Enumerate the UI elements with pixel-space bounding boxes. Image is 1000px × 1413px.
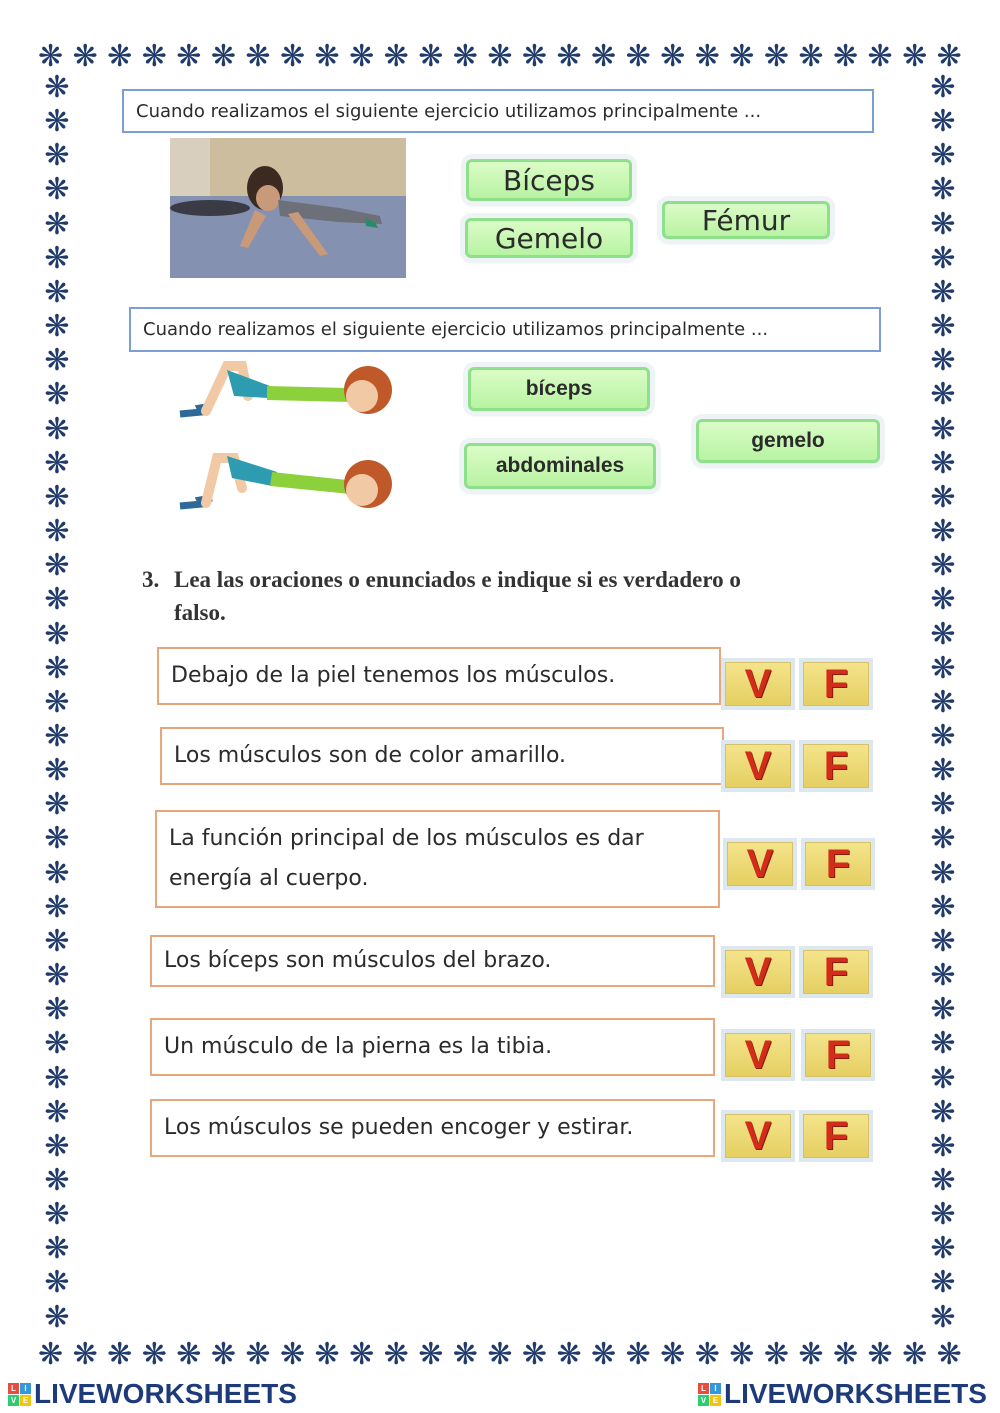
border-star-icon: ❋: [625, 1338, 651, 1372]
border-star-icon: ❋: [44, 138, 70, 174]
border-star-icon: ❋: [729, 40, 755, 74]
border-star-icon: ❋: [763, 1338, 789, 1372]
border-left: [40, 72, 74, 1334]
footer-logo-right[interactable]: [698, 1378, 987, 1410]
border-star-icon: ❋: [44, 1060, 70, 1096]
border-star-icon: ❋: [798, 1338, 824, 1372]
border-star-icon: ❋: [930, 582, 956, 618]
border-star-icon: ❋: [44, 1026, 70, 1062]
border-star-icon: ❋: [930, 479, 956, 515]
border-star-icon: ❋: [44, 274, 70, 310]
border-star-icon: ❋: [279, 1338, 306, 1372]
border-star-icon: ❋: [930, 616, 956, 652]
logo-mark-i: I: [20, 1383, 31, 1394]
border-star-icon: ❋: [44, 172, 70, 208]
logo-mark-l: L: [8, 1383, 19, 1394]
border-right: [926, 72, 960, 1334]
question-prompt-1: Cuando realizamos el siguiente ejercicio utilizamos principalmente ...: [122, 89, 874, 133]
border-star-icon: ❋: [556, 40, 582, 74]
border-star-icon: ❋: [44, 1265, 70, 1301]
border-star-icon: ❋: [44, 684, 70, 720]
false-button-5[interactable]: F: [805, 1033, 871, 1077]
border-star-icon: ❋: [930, 1231, 956, 1267]
border-star-icon: ❋: [176, 1338, 202, 1372]
border-star-icon: ❋: [487, 1338, 513, 1372]
border-star-icon: ❋: [44, 855, 70, 891]
border-star-icon: ❋: [418, 40, 444, 74]
border-star-icon: ❋: [521, 1338, 548, 1372]
border-star-icon: ❋: [867, 40, 893, 74]
border-star-icon: ❋: [44, 72, 70, 105]
border-star-icon: ❋: [930, 514, 956, 550]
true-button-3[interactable]: V: [727, 842, 793, 886]
border-star-icon: ❋: [44, 1094, 70, 1130]
option-biceps-1[interactable]: Bíceps: [466, 159, 632, 201]
border-star-icon: ❋: [349, 40, 375, 74]
border-star-icon: ❋: [930, 445, 956, 481]
border-star-icon: ❋: [44, 377, 70, 413]
border-star-icon: ❋: [930, 718, 956, 754]
border-star-icon: ❋: [44, 343, 70, 379]
border-star-icon: ❋: [930, 274, 956, 310]
border-star-icon: ❋: [44, 479, 70, 515]
border-star-icon: ❋: [591, 1338, 617, 1372]
border-star-icon: ❋: [245, 40, 271, 74]
border-star-icon: ❋: [930, 240, 956, 276]
border-star-icon: ❋: [44, 923, 70, 959]
border-star-icon: ❋: [936, 40, 962, 74]
border-star-icon: ❋: [660, 1338, 686, 1372]
border-star-icon: ❋: [44, 1197, 70, 1233]
border-star-icon: ❋: [867, 1338, 893, 1372]
border-star-icon: ❋: [694, 1338, 720, 1372]
border-star-icon: ❋: [930, 855, 956, 891]
border-star-icon: ❋: [44, 753, 70, 789]
border-star-icon: ❋: [314, 40, 340, 74]
border-star-icon: ❋: [44, 206, 70, 242]
true-button-4[interactable]: V: [725, 950, 791, 994]
border-star-icon: ❋: [452, 40, 478, 74]
border-star-icon: ❋: [521, 40, 548, 74]
option-abdominales-2[interactable]: abdominales: [464, 443, 656, 489]
border-star-icon: ❋: [930, 1299, 956, 1334]
border-star-icon: ❋: [44, 514, 70, 550]
border-star-icon: ❋: [930, 1197, 956, 1233]
border-star-icon: ❋: [44, 445, 70, 481]
border-bottom: [38, 1338, 962, 1372]
push-up-photo: [170, 138, 406, 278]
border-star-icon: ❋: [930, 343, 956, 379]
border-star-icon: ❋: [44, 240, 70, 276]
border-star-icon: ❋: [44, 582, 70, 618]
logo-mark-v: V: [8, 1395, 19, 1406]
border-star-icon: ❋: [44, 992, 70, 1028]
border-star-icon: ❋: [729, 1338, 755, 1372]
border-star-icon: ❋: [930, 72, 956, 105]
border-star-icon: ❋: [107, 40, 133, 74]
statement-2: Los músculos son de color amarillo.: [160, 727, 724, 785]
border-star-icon: ❋: [832, 40, 859, 74]
section-3-heading: [142, 563, 862, 629]
border-star-icon: ❋: [930, 1265, 956, 1301]
border-star-icon: ❋: [902, 40, 928, 74]
push-up-illustration: [170, 138, 406, 278]
border-star-icon: ❋: [930, 821, 956, 857]
border-star-icon: ❋: [930, 650, 956, 686]
border-star-icon: ❋: [902, 1338, 928, 1372]
border-star-icon: ❋: [930, 1060, 956, 1096]
border-star-icon: ❋: [936, 1338, 962, 1372]
option-femur-1[interactable]: Fémur: [662, 201, 830, 239]
border-star-icon: ❋: [72, 40, 98, 74]
logo-mark-e: E: [710, 1395, 721, 1406]
border-star-icon: ❋: [44, 411, 70, 447]
border-star-icon: ❋: [930, 992, 956, 1028]
border-star-icon: ❋: [487, 40, 513, 74]
border-star-icon: ❋: [44, 616, 70, 652]
false-button-1[interactable]: F: [803, 662, 869, 706]
logo-mark-l: L: [698, 1383, 709, 1394]
border-star-icon: ❋: [210, 40, 236, 74]
border-star-icon: ❋: [38, 1338, 64, 1372]
border-star-icon: ❋: [763, 40, 789, 74]
border-star-icon: ❋: [314, 1338, 340, 1372]
border-star-icon: ❋: [44, 1231, 70, 1267]
border-star-icon: ❋: [930, 548, 956, 584]
border-star-icon: ❋: [930, 411, 956, 447]
border-star-icon: ❋: [44, 650, 70, 686]
border-star-icon: ❋: [930, 206, 956, 242]
border-star-icon: ❋: [383, 40, 409, 74]
border-star-icon: ❋: [930, 958, 956, 994]
border-star-icon: ❋: [930, 138, 956, 174]
border-star-icon: ❋: [930, 1026, 956, 1062]
footer-logo-left[interactable]: [8, 1378, 297, 1410]
border-star-icon: ❋: [38, 40, 64, 74]
liveworksheets-logo-icon: [698, 1383, 721, 1406]
border-star-icon: ❋: [660, 40, 686, 74]
question-prompt-2: Cuando realizamos el siguiente ejercicio utilizamos principalmente ...: [129, 307, 881, 352]
border-star-icon: ❋: [245, 1338, 271, 1372]
false-button-3[interactable]: F: [805, 842, 871, 886]
border-star-icon: ❋: [694, 40, 720, 74]
option-gemelo-1[interactable]: Gemelo: [465, 218, 633, 258]
border-star-icon: ❋: [210, 1338, 236, 1372]
border-star-icon: ❋: [418, 1338, 444, 1372]
border-star-icon: ❋: [44, 821, 70, 857]
brand-text: LIVEWORKSHEETS: [724, 1378, 987, 1409]
border-star-icon: ❋: [930, 923, 956, 959]
border-star-icon: ❋: [44, 1299, 70, 1334]
glute-bridge-illustration: [172, 356, 402, 520]
border-star-icon: ❋: [44, 548, 70, 584]
border-star-icon: ❋: [930, 1128, 956, 1164]
brand-text: LIVEWORKSHEETS: [34, 1378, 297, 1409]
border-star-icon: ❋: [930, 309, 956, 345]
border-star-icon: ❋: [44, 787, 70, 823]
statement-3: La función principal de los músculos es dar energía al cuerpo.: [155, 810, 720, 908]
statement-5: Un músculo de la pierna es la tibia.: [150, 1018, 715, 1076]
option-gemelo-2[interactable]: gemelo: [696, 419, 880, 463]
border-star-icon: ❋: [44, 958, 70, 994]
border-star-icon: ❋: [44, 889, 70, 925]
border-star-icon: ❋: [44, 1163, 70, 1198]
border-star-icon: ❋: [107, 1338, 133, 1372]
border-star-icon: ❋: [591, 40, 617, 74]
true-button-2[interactable]: V: [725, 744, 791, 788]
border-star-icon: ❋: [141, 40, 167, 74]
border-star-icon: ❋: [44, 1128, 70, 1164]
section-3-heading-line1: Lea las oraciones o enunciados e indique si es verdadero o: [174, 567, 741, 592]
border-star-icon: ❋: [556, 1338, 582, 1372]
border-star-icon: ❋: [279, 40, 306, 74]
statement-1: Debajo de la piel tenemos los músculos.: [157, 647, 721, 705]
border-star-icon: ❋: [832, 1338, 859, 1372]
true-button-5[interactable]: V: [725, 1033, 791, 1077]
logo-mark-e: E: [20, 1395, 31, 1406]
border-star-icon: ❋: [930, 1163, 956, 1198]
border-star-icon: ❋: [930, 889, 956, 925]
section-3-heading-line2: falso.: [174, 600, 226, 625]
true-button-6[interactable]: V: [725, 1114, 791, 1158]
border-star-icon: ❋: [930, 1094, 956, 1130]
false-button-2[interactable]: F: [803, 744, 869, 788]
border-star-icon: ❋: [349, 1338, 375, 1372]
border-star-icon: ❋: [383, 1338, 409, 1372]
border-star-icon: ❋: [141, 1338, 167, 1372]
border-star-icon: ❋: [72, 1338, 98, 1372]
border-star-icon: ❋: [176, 40, 202, 74]
border-star-icon: ❋: [625, 40, 651, 74]
border-star-icon: ❋: [452, 1338, 478, 1372]
border-star-icon: ❋: [798, 40, 824, 74]
border-star-icon: ❋: [44, 104, 70, 140]
border-star-icon: ❋: [930, 104, 956, 140]
logo-mark-v: V: [698, 1395, 709, 1406]
false-button-6[interactable]: F: [803, 1114, 869, 1158]
option-biceps-2[interactable]: bíceps: [468, 367, 650, 411]
border-star-icon: ❋: [930, 753, 956, 789]
border-star-icon: ❋: [44, 718, 70, 754]
true-button-1[interactable]: V: [725, 662, 791, 706]
border-star-icon: ❋: [930, 377, 956, 413]
statement-4: Los bíceps son músculos del brazo.: [150, 935, 715, 987]
liveworksheets-logo-icon: [8, 1383, 31, 1406]
border-star-icon: ❋: [44, 309, 70, 345]
statement-6: Los músculos se pueden encoger y estirar.: [150, 1099, 715, 1157]
border-top: [38, 40, 962, 74]
logo-mark-i: I: [710, 1383, 721, 1394]
border-star-icon: ❋: [930, 684, 956, 720]
section-3-number: 3.: [142, 567, 160, 592]
border-star-icon: ❋: [930, 172, 956, 208]
false-button-4[interactable]: F: [803, 950, 869, 994]
border-star-icon: ❋: [930, 787, 956, 823]
